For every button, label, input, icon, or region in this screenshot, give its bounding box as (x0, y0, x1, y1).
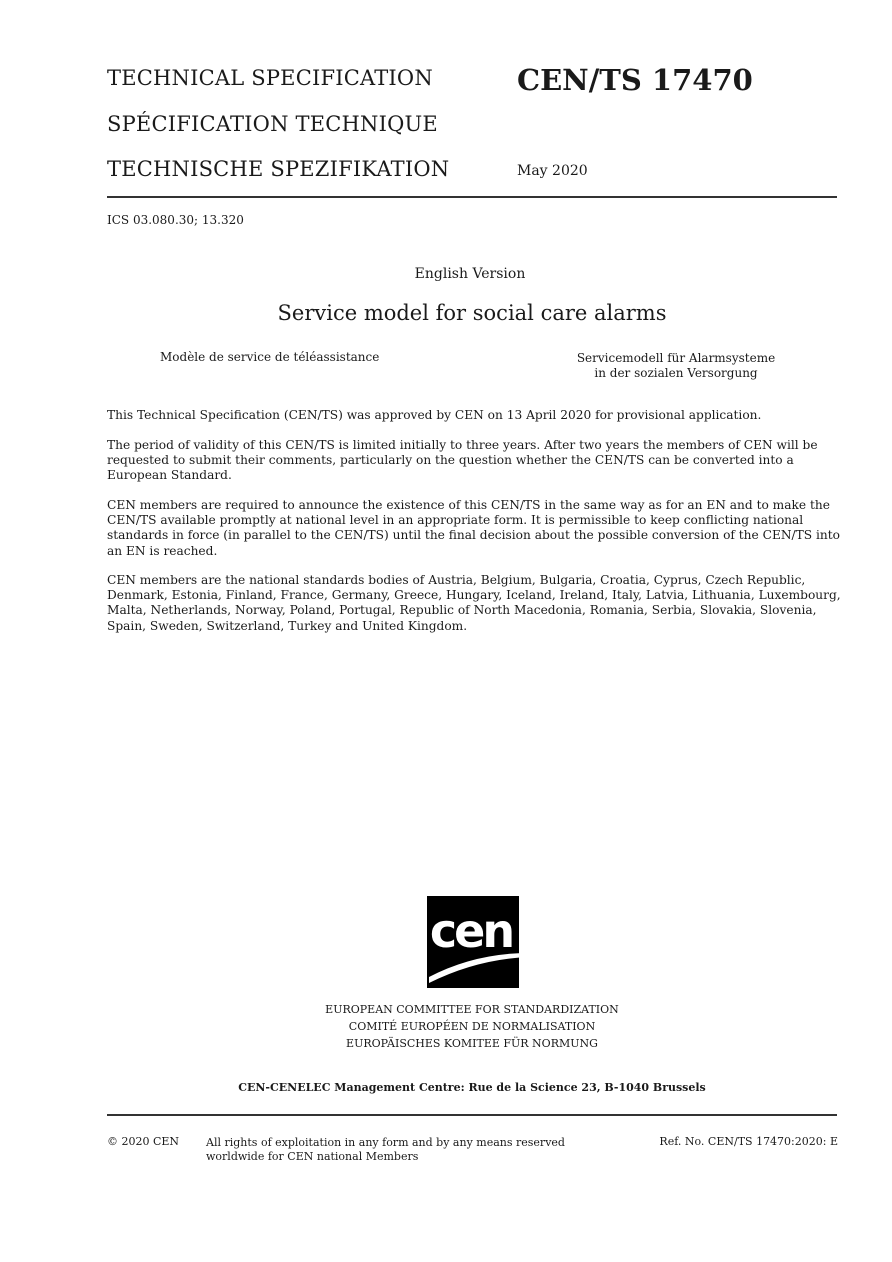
german-title (540, 351, 812, 381)
committee-name-french: COMITÉ EUROPÉEN DE NORMALISATION (348, 1020, 596, 1033)
publication-date: May 2020 (517, 163, 588, 179)
ics-code: ICS 03.080.30; 13.320 (107, 213, 244, 227)
footer-divider (107, 1114, 837, 1116)
german-title-line-2: in der sozialen Versorgung (594, 366, 758, 380)
spec-title-german: TECHNISCHE SPEZIFIKATION (107, 157, 450, 181)
cen-logo-graphic (425, 895, 531, 990)
cen-logo-icon (425, 895, 531, 990)
version-label: English Version (414, 266, 526, 282)
spec-title-french: SPÉCIFICATION TECHNIQUE (107, 112, 438, 136)
copyright-notice: © 2020 CEN (107, 1135, 180, 1148)
committee-name-english: EUROPEAN COMMITTEE FOR STANDARDIZATION (325, 1003, 619, 1016)
management-centre-address: CEN-CENELEC Management Centre: Rue de la Science 23, B-1040 Brussels (238, 1081, 706, 1094)
document-title: Service model for social care alarms (277, 301, 667, 325)
validity-paragraph: The period of validity of this CEN/TS is limited initially to three years. After two years the members of CEN will be requested to submit their comments, particularly on the question whether the CEN/TS can be converted into a European Standard. (107, 438, 818, 483)
announcement-paragraph: CEN members are required to announce the existence of this CEN/TS in the same way as for an EN and to make the CEN/TS available promptly at national level in an appropriate form. It is permissible to keep conflicting national standards in force (in parallel to the CEN/TS) until the final decision about the possible conversion of the CEN/TS into an EN is reached. (107, 498, 840, 558)
spec-title-english: TECHNICAL SPECIFICATION (107, 66, 433, 90)
document-number: CEN/TS 17470 (517, 63, 753, 97)
header-divider (107, 196, 837, 198)
reference-number: Ref. No. CEN/TS 17470:2020: E (659, 1135, 838, 1148)
members-paragraph: CEN members are the national standards bodies of Austria, Belgium, Bulgaria, Croatia, Cyprus, Czech Republic, Denmark, Estonia, Finland, France, Germany, Greece, Hungary, Iceland, Ireland, Italy, Latvia, Lithuania, Luxembourg, Malta, Netherlands, Norway, Poland, Portugal, Republic of North Macedonia, Romania, Serbia, Slovakia, Slovenia, Spain, Sweden, Switzerland, Turkey and United Kingdom. (107, 573, 841, 633)
logo-text: cen (429, 904, 513, 958)
approval-paragraph: This Technical Specification (CEN/TS) was approved by CEN on 13 April 2020 for provisional application. (107, 408, 762, 422)
committee-name-german: EUROPÄISCHES KOMITEE FÜR NORMUNG (346, 1037, 598, 1050)
rights-line-2: worldwide for CEN national Members (206, 1150, 419, 1163)
rights-statement (206, 1136, 586, 1164)
rights-line-1: All rights of exploitation in any form and by any means reserved (206, 1136, 565, 1149)
french-title: Modèle de service de téléassistance (160, 350, 380, 364)
german-title-line-1: Servicemodell für Alarmsysteme (576, 351, 776, 365)
